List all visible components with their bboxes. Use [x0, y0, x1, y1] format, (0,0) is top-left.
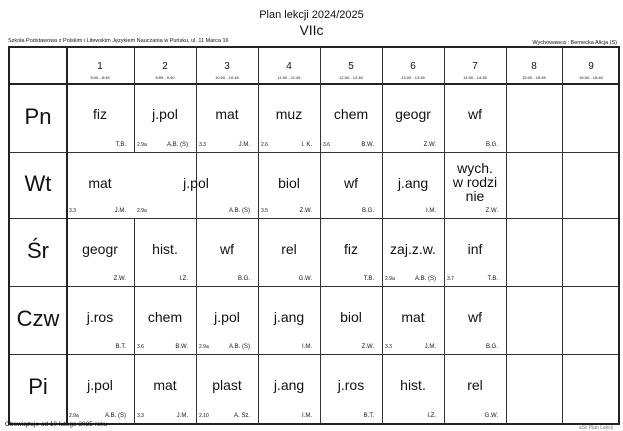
- lesson-cell: wf B.G.: [220, 241, 250, 282]
- class-name: VIIc: [299, 22, 324, 38]
- period-header-7: 7 14:00 - 14:45: [463, 61, 487, 80]
- day-label-thursday: Czw: [16, 306, 60, 331]
- lesson-cell: j.pol 2.9a A.B. (S): [137, 106, 188, 148]
- lesson-cell: zaj.z.w. 2.9a A.B. (S): [385, 241, 436, 282]
- lesson-cell: geogr Z.W.: [82, 241, 126, 282]
- lesson-cell: hist. I.Z.: [152, 241, 188, 282]
- lesson-cell: biol 3.5 Z.W.: [261, 175, 312, 214]
- page-title: Plan lekcji 2024/2025: [259, 9, 364, 21]
- lesson-cell: fiz T.B.: [93, 106, 126, 148]
- lesson-cell: j.pol 2.9a A.B. (S): [69, 377, 126, 419]
- lesson-cell: mat 3.3 J.M.: [199, 106, 250, 148]
- lesson-cell: wf B.G.: [344, 175, 374, 214]
- period-header-5: 5 12:00 - 12:45: [339, 61, 363, 80]
- lesson-cell: j.ros B.T.: [86, 309, 126, 350]
- lesson-cell: biol Z.W.: [340, 309, 374, 350]
- day-label-friday: Pi: [28, 374, 48, 399]
- lesson-cell: j.pol 2.9a A.B. (S): [199, 309, 250, 350]
- timetable-grid: [8, 46, 620, 425]
- lesson-cell: hist. I.Z.: [400, 377, 436, 419]
- generator-note: aSc Plan Lekcji: [578, 425, 613, 431]
- lesson-cell: wf B.G.: [468, 106, 498, 148]
- period-header-8: 8 15:00 - 15:45: [522, 61, 546, 80]
- lesson-cell: mat 3.3 J.M.: [137, 377, 188, 419]
- lesson-cell: inf 3.7 T.B.: [447, 241, 498, 282]
- lesson-cell: j.ang I.M.: [397, 175, 436, 214]
- lesson-cell: j.ros B.T.: [337, 377, 374, 419]
- period-header-2: 2 8:55 - 9:40: [155, 61, 175, 80]
- lesson-cell: wf B.G.: [468, 309, 498, 350]
- period-header-1: 1 8:00 - 8:45: [90, 61, 110, 80]
- lesson-cell: j.ang I.M.: [273, 309, 312, 350]
- lesson-cell: wych. w rodzi nie Z.W.: [452, 160, 498, 214]
- day-label-tuesday: Wt: [24, 171, 52, 196]
- valid-from-note: Obowiązuje od 10 lutego 2025 roku: [5, 421, 108, 428]
- lesson-cell: mat 3.3 J.M.: [69, 175, 126, 214]
- school-name: Szkoła Podstawowa z Polskim i Litewskim Językiem Nauczania w Puńsku, ul. 11 Marca 16: [8, 38, 229, 44]
- day-label-monday: Pn: [24, 104, 52, 129]
- lesson-cell: geogr Z.W.: [395, 106, 436, 148]
- period-header-9: 9 16:00 - 16:45: [579, 61, 603, 80]
- lesson-cell: j.pol 2.9a A.B. (S): [137, 175, 250, 214]
- lesson-cell: chem 3.6 B.W.: [323, 106, 374, 148]
- lesson-cell: mat 3.3 J.M.: [385, 309, 436, 350]
- lesson-cell: chem 3.6 B.W.: [137, 309, 188, 350]
- day-label-wednesday: Śr: [27, 238, 49, 263]
- lesson-cell: muz 2.6 I. K.: [261, 106, 312, 148]
- lesson-cell: j.ang I.M.: [273, 377, 312, 419]
- lesson-cell: rel G.W.: [281, 241, 312, 282]
- period-header-3: 3 10:00 - 10:45: [215, 61, 239, 80]
- period-header-6: 6 13:00 - 13:45: [401, 61, 425, 80]
- lesson-cell: rel G.W.: [467, 377, 498, 419]
- period-header-4: 4 11:00 - 11:45: [277, 61, 301, 80]
- lesson-cell: fiz T.B.: [344, 241, 374, 282]
- lesson-cell: plast 2.10 A. Sz.: [199, 377, 250, 419]
- homeroom-teacher: Wychowawca : Bernecka Alicja (S): [532, 40, 617, 46]
